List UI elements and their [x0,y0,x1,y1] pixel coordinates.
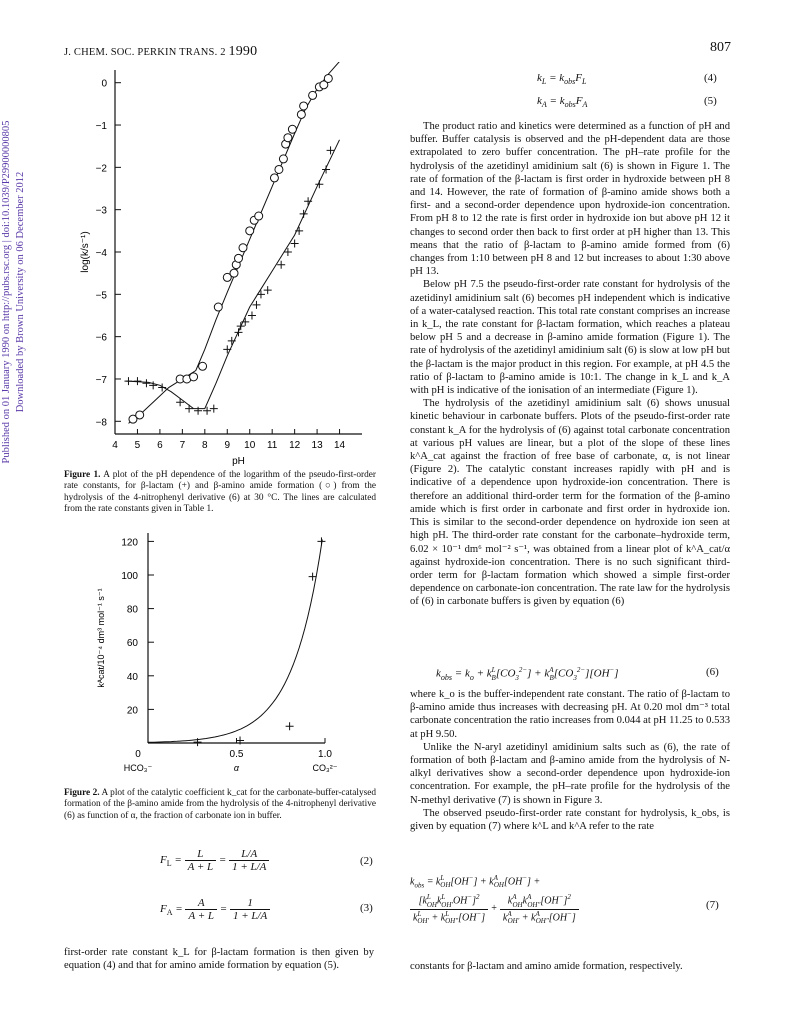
x-label-left: HCO₃⁻ [123,763,153,773]
right-column-text-3 [410,960,730,973]
y-axis-label: log(k/s⁻¹) [80,231,91,273]
amide-data-point [275,165,283,173]
amide-data-point [270,174,278,182]
left-bottom-paragraph: first-order rate constant k_L for β-lactam formation is then given by equation (4) and that for amino amide formation by equation (5). [64,947,374,972]
amide-data-point [246,227,254,235]
watermark-line-downloaded: Downloaded by Brown University on 06 December 2012 [15,171,26,413]
lactam-data-point [203,407,211,415]
data-point [286,722,294,730]
y-tick-label: 100 [121,571,138,582]
amide-data-point [284,134,292,142]
eq5-text: = k [549,95,565,107]
figure-1-chart [70,62,370,482]
journal-name: J. CHEM. SOC. PERKIN TRANS. 2 [64,47,226,58]
amide-data-point [190,373,198,381]
eq3-lhs: F [160,903,167,916]
figure-1-caption [64,470,376,516]
figure-2-caption-text: A plot of the catalytic coefficient k_cat for the carbonate-buffer-catalysed formation of the β-amino amide from the hydrolysis of the 4-nitrophenyl derivative (6) as function of α, the fraction of carbonate ion in buffer. [64,788,376,821]
y-axis-label: kᴬcat/10⁻⁴ dm³ mol⁻¹ s⁻¹ [96,588,106,688]
lactam-data-point [210,405,218,413]
amide-data-point [199,362,207,370]
amide-data-point [297,110,305,118]
equation-4: $k_L = k_{obs}F_L$ [537,72,587,87]
y-tick-label: −1 [95,121,107,133]
lactam-data-point [300,210,308,218]
equation-4-number: (4) [704,72,717,84]
figure-2-caption [64,788,376,822]
lactam-data-point [304,197,312,205]
lactam-data-point [252,301,260,309]
right-column-text [410,120,730,609]
x-axis-label: pH [232,456,245,467]
x-tick-label: 4 [112,440,118,451]
lactam-data-point [257,290,265,298]
y-tick-label: 60 [126,638,138,650]
y-tick-label: 0 [101,78,107,90]
equation-5-number: (5) [704,95,717,107]
x-tick-label: 12 [289,440,301,451]
x-tick-label: 11 [266,440,278,451]
y-tick-label: −3 [95,205,107,217]
lactam-data-point [284,248,292,256]
data-point [317,537,325,545]
y-tick-label: 120 [121,537,138,549]
lactam-data-point [248,311,256,319]
figure-2-chart [80,525,380,780]
running-header [64,44,257,60]
equation-7-number: (7) [706,899,719,911]
eq3-lhs-sub: A [166,908,173,918]
amide-data-point [309,91,317,99]
y-tick-label: −2 [95,163,107,175]
lactam-data-point [228,337,236,345]
x-tick-label: 9 [224,440,231,451]
amide-data-point [235,254,243,262]
paragraph-carbonate: The hydrolysis of the azetidinyl amidinium salt (6) shows unusual kinetic behaviour in carbonate buffers. Plots of the pseudo-first-order rate constant k_A for the hydrolysis of (6) against total carbonate concentration at various pH values are linear, but a plot of the slope of these lines k^A_cat against the fraction of free base of carbonate, α, is not linear (Figure 2). The catalytic constant increases rapidly with pH and is indicative of a dependence upon hydroxide-ion concentration. There is therefore an additional third-order term for the formation of the β-amino amide which is first order in carbonate and first order in hydroxide ion. This is similar to the second-order dependence on hydroxide ion seen at high pH. The third-order rate constant for the carbonate–hydroxide term, 6.02 × 10⁻¹ dm⁶ mol⁻² s⁻¹, was obtained from a linear plot of k^A_cat/α against hydroxide-ion concentration. There is no such significant third-order term for β-lactam formation which showed a simple first-order dependence on carbonate-ion concentration. The rate law for the hydrolysis of (6) in carbonate buffers is given by equation (6) [410,398,730,608]
lactam-data-point [235,328,243,336]
y-tick-label: −4 [95,248,107,259]
fit-curve [148,540,322,743]
lactam-data-point [194,407,202,415]
x-tick-label: 8 [202,440,208,451]
y-tick-label: −7 [95,374,107,386]
eq2-lhs: F [160,854,167,867]
lactam-data-point [142,379,150,387]
page-number: 807 [710,40,731,55]
y-tick-label: −6 [95,332,107,344]
equation-6: $k_{obs} = k_o + k^L_B[CO_3^{2-}] + k^A_B[CO_3^{2-}][OH^-]$ [436,666,619,682]
eq4-text: = k [549,72,565,84]
y-tick-label: 80 [126,604,138,616]
lactam-data-point [322,165,330,173]
equation-5: $k_A = k_{obs}F_A$ [537,95,588,110]
lactam-data-point [264,286,272,294]
x-label-right: CO₃²⁻ [312,763,338,773]
y-tick-label: −8 [95,417,107,429]
figure-1-caption-text: A plot of the pH dependence of the logarithm of the pseudo-first-order rate constants, for β-lactam (+) and β-amino amide formation (○) from the hydrolysis of the 4-nitrophenyl derivative (6) at 30 °C. The lines are calculated from the rate constants given in Table 1. [64,470,376,515]
download-watermark [0,57,26,527]
x-tick-label: 6 [157,440,163,451]
y-tick-label: 20 [126,705,138,717]
lactam-data-point [158,383,166,391]
amide-data-point [230,269,238,277]
x-tick-label: 5 [134,440,141,451]
y-tick-label: −5 [95,290,107,302]
equation-2-number: (2) [360,855,373,867]
figure-1-caption-label: Figure 1. [64,470,101,480]
equation-7: $k_{obs} = k^L_{OH}[OH^-] + k^A_{OH}[OH^-]$ + $\frac{[k^L_{OH}k^L_{OH'}OH^-]^2}{k^L_{OH'} + k^L_{OH''}[OH^-]}$ + $\frac{k^A_{OH}k^A_{OH''}[OH^-]^2}{k^A_{OH'} + k^A_{OH''}[OH^-]}$ [410,874,579,925]
lactam-data-point [124,377,132,385]
x-tick-label: 0.5 [229,749,244,760]
paragraph-below-ph: Below pH 7.5 the pseudo-first-order rate constant for hydrolysis of the azetidinyl amidinium salt (6) becomes pH independent which is indicative of a water-catalysed reaction. This total rate constant comprises an increase in k_L, the rate constant for β-lactam formation, which reaches a plateau below pH 5 and a decrease in β-amino amide formation (Figure 1). The rate of hydrolysis of the azetidinyl amidinium salt (6) is slow at low pH but the β-lactam is the major product in this region. For example, at pH 4.5 the ratio of β-lactam to β-amino amide is 10:1. The change in k_L and k_A with pH is indicative of the ionisation of an intermediate (Figure 1). [410,279,730,397]
left-column-text [64,946,374,972]
amide-data-point [279,155,287,163]
amide-data-point [136,411,144,419]
amide-data-point [288,125,296,133]
amide-data-point [324,74,332,82]
equation-3-number: (3) [360,902,373,914]
equation-6-number: (6) [706,666,719,678]
lactam-data-point [241,318,249,326]
equation-2: $F_L$ = $\frac{L}{A + L}$ = $\frac{L/A}{1 + L/A}$ [160,848,269,873]
figure-2-caption-label: Figure 2. [64,788,100,798]
lactam-data-point [185,405,193,413]
paragraph-product-ratio: The product ratio and kinetics were determined as a function of pH and buffer. Buffer catalysis is observed and the pH-dependent data are those extrapolated to zero buffer concentration. The pH–rate profile for the hydrolysis of the azetidinyl amidinium salt (6) is shown in Figure 1. The rate of formation of the β-lactam is first order in hydroxide between pH 8 and 14. However, the rate of formation of β-amino amide shows both a first- and a second-order dependence upon hydroxide-ion concentration. From pH 8 to 12 the rate is first order in hydroxide ion but above pH 12 it changes to second order then back to first order at pH higher than 13. This means that the ratio of β-lactam to β-amino amide formed from (6) changes from 1:10 between pH 8 and 12 but increases to about 1:30 above pH 13. [410,121,730,278]
x-tick-label: 13 [311,440,323,451]
lactam-data-point [295,227,303,235]
amide-data-point [300,102,308,110]
amide-data-point [255,212,263,220]
equation-3: $F_A$ = $\frac{A}{A + L}$ = $\frac{1}{1 + L/A}$ [160,897,270,922]
lactam-data-point [237,322,245,330]
lactam-data-point [291,240,299,248]
x-tick-label: 14 [333,440,346,451]
eq2-lhs-sub: L [166,859,172,869]
paragraph-where-ko: where k_o is the buffer-independent rate constant. The ratio of β-lactam to β-amino amide thus increases with decreasing pH. At 0.20 mol dm⁻³ total carbonate concentration the ratio increases from 0.044 at pH 11.25 to 0.533 at pH 9.50. [410,689,730,740]
x-tick-label: 10 [244,440,256,451]
lactam-data-point [223,345,231,353]
watermark-line-published: Published on 01 January 1990 on http://pubs.rsc.org | doi:10.1039/P29900000805 [1,120,12,464]
paragraph-observed: The observed pseudo-first-order rate constant for hydrolysis, k_obs, is given by equation (7) where k^L and k^A refer to the rate [410,807,730,833]
journal-year: 1990 [228,44,258,59]
lactam-data-point [133,377,141,385]
right-column-text-2 [410,688,730,833]
amide-data-point [214,303,222,311]
lactam-data-point [176,398,184,406]
x-label-mid: α [233,763,240,773]
amide-data-point [239,244,247,252]
y-tick-label: 40 [126,671,138,683]
x-tick-label: 1.0 [318,749,332,760]
amide-fit-line [129,62,340,423]
x-tick-label: 0 [135,749,141,760]
paragraph-final-line: constants for β-lactam and amino amide formation, respectively. [410,961,683,972]
paragraph-unlike: Unlike the N-aryl azetidinyl amidinium salts such as (6), the rate of formation of both β-lactam and β-amino amide from the hydrolysis of N-alkyl derivatives show a second-order dependence upon hydroxide-ion concentration. For example, the pH–rate profile for the hydrolysis of the N-methyl derivative (7) is shown in Figure 3. [410,741,730,806]
x-tick-label: 7 [179,440,186,451]
